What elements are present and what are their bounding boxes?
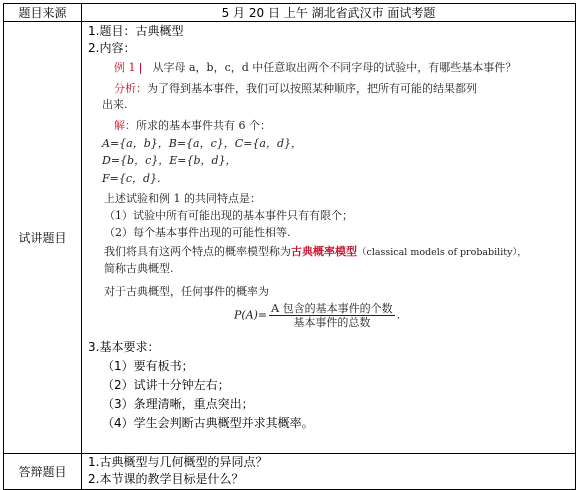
lecture-row xyxy=(4,22,576,454)
analysis-tag: 分析： xyxy=(114,82,147,95)
requirement-item: （1）要有板书； xyxy=(102,359,194,373)
formula-end: . xyxy=(396,308,401,322)
lecture-content xyxy=(82,22,576,454)
model-text-3: 简称古典概型. xyxy=(104,262,174,275)
set-line-3: F={c，d}. xyxy=(102,172,161,185)
feature-1: （1）试验中所有可能出现的基本事件只有有限个； xyxy=(104,209,353,222)
header-row xyxy=(4,4,576,22)
probability-formula xyxy=(234,302,400,329)
solution-text: 所求的基本事件共有 6 个： xyxy=(136,119,271,132)
defense-question: 1.古典概型与几何概型的异同点？ xyxy=(88,455,268,469)
analysis-line-1 xyxy=(114,82,477,96)
textbook-excerpt xyxy=(102,57,575,338)
common-intro: 上述试验和例 1 的共同特点是： xyxy=(104,192,261,205)
set-line-1: A={a，b}，B={a，c}，C={a，d}， xyxy=(102,137,303,150)
formula-lhs: P(A)= xyxy=(234,308,268,322)
formula-numerator: A 包含的基本事件的个数 xyxy=(271,302,393,315)
defense-label: 答辩题目 xyxy=(4,454,82,490)
model-line xyxy=(104,245,527,260)
exam-sheet-table xyxy=(3,3,576,490)
solution-line xyxy=(114,119,271,133)
example-tag: 例 1 xyxy=(114,61,136,74)
lecture-label: 试讲题目 xyxy=(4,22,82,454)
model-text-1: 我们将具有这两个特点的概率模型称为 xyxy=(104,245,291,258)
defense-row xyxy=(4,454,576,490)
requirement-item: （4）学生会判断古典概型并求其概率。 xyxy=(102,416,314,430)
source-label: 题目来源 xyxy=(4,4,82,22)
feature-2: （2）每个基本事件出现的可能性相等. xyxy=(104,226,291,239)
requirements-title: 3.基本要求： xyxy=(88,340,160,354)
example-line xyxy=(114,61,516,75)
analysis-line-2: 出来. xyxy=(102,98,128,111)
requirement-item: （2）试讲十分钟左右； xyxy=(102,378,230,392)
formula-intro: 对于古典概型，任何事件的概率为 xyxy=(104,285,269,298)
formula-fraction xyxy=(269,302,394,329)
analysis-text-1: 为了得到基本事件，我们可以按照某种顺序，把所有可能的结果都列 xyxy=(147,82,477,95)
example-text: 从字母 a，b，c，d 中任意取出两个不同字母的试验中，有哪些基本事件？ xyxy=(152,61,517,74)
content-line: 2.内容： xyxy=(88,41,136,55)
formula-denominator: 基本事件的总数 xyxy=(293,316,371,329)
model-term: 古典概率模型 xyxy=(291,245,357,258)
source-value: 5 月 20 日 上午 湖北省武汉市 面试考题 xyxy=(82,4,576,22)
defense-questions xyxy=(82,454,576,490)
solution-tag: 解： xyxy=(114,119,136,132)
defense-question: 2.本节课的教学目标是什么？ xyxy=(88,472,244,486)
topic-line: 1.题目：古典概型 xyxy=(88,24,184,38)
model-text-2: （classical models of probability）， xyxy=(357,247,527,258)
requirement-item: （3）条理清晰，重点突出； xyxy=(102,397,254,411)
set-line-2: D={b，c}，E={b，d}， xyxy=(102,154,237,167)
